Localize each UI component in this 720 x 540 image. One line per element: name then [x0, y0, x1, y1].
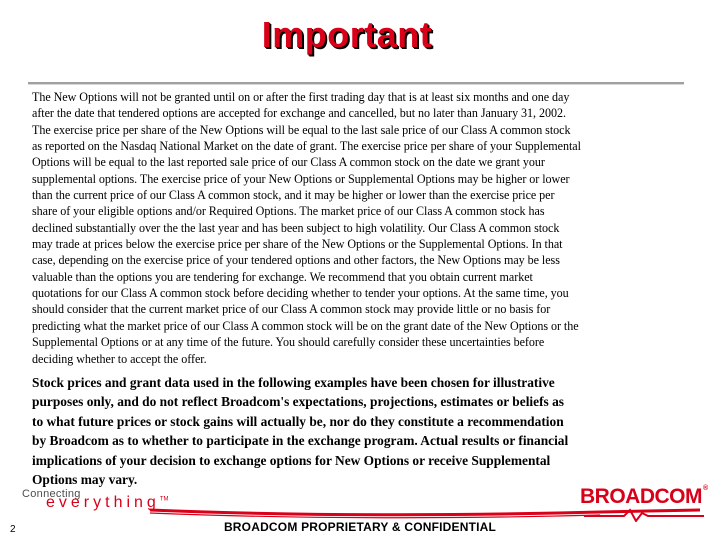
tagline-everything-text: everything — [46, 494, 160, 511]
disclaimer-paragraph: Stock prices and grant data used in the following examples have been chosen for illustrative purposes only, and do not reflect Broadcom's expectations, projections, estimates or beliefs as to what future prices or stock gains will actually be, nor do they constitute a recommendation by Broadcom as to whether to participate in the exchange program. Actual results or financial implications of your decision to exchange options for New Options or receive Supplemental Options may vary. — [32, 375, 569, 488]
tagline-everything — [46, 494, 169, 512]
broadcom-logo — [580, 485, 708, 509]
page-number: 2 — [10, 524, 16, 535]
tagline-tm: TM — [159, 496, 169, 503]
body-paragraph: The New Options will not be granted until on or after the first trading day that is at least six months and one day after the date that tendered options are accepted for exchange and cancelled, but no later than January 31, 2002. The exercise price per share of the New Options will be equal to the last sale price of our Class A common stock as reported on the Nasdaq National Market on the date of grant. The exercise price per share of your Supplemental Options will be equal to the last reported sale price of our Class A common stock on the date we grant your supplemental options. The exercise price of your New Options or Supplemental Options may be higher or lower than the current price of our Class A common stock, and it may be higher or lower than the exercise price per share of your eligible options and/or Required Options. The market price of our Class A common stock has declined substantially over the the last year and has been subject to high volatility. Our Class A common stock may trade at prices below the exercise price per share of the New Options or the Supplemental Options. In that case, depending on the exercise price of your tendered options and other factors, the New Options may be less valuable than the options you are tendering for exchange. We recommend that you obtain current market quotations for our Class A common stock before deciding whether to tender your options. At the same time, you should consider that the current market price of our Class A common stock may provide little or no basis for predicting what the market price of our Class A common stock will be on the grant date of the New Options or the Supplemental Options or at any time of the future. You should carefully consider these uncertainties before deciding whether to accept the offer. — [32, 90, 581, 366]
logo-text: BROADCOM — [580, 485, 702, 508]
slide-title: Important — [261, 14, 433, 55]
logo-registered: ® — [703, 485, 708, 492]
confidential-footer: BROADCOM PROPRIETARY & CONFIDENTIAL — [223, 520, 497, 534]
title-divider — [28, 82, 684, 85]
tagline-connecting: Connecting — [22, 488, 81, 500]
